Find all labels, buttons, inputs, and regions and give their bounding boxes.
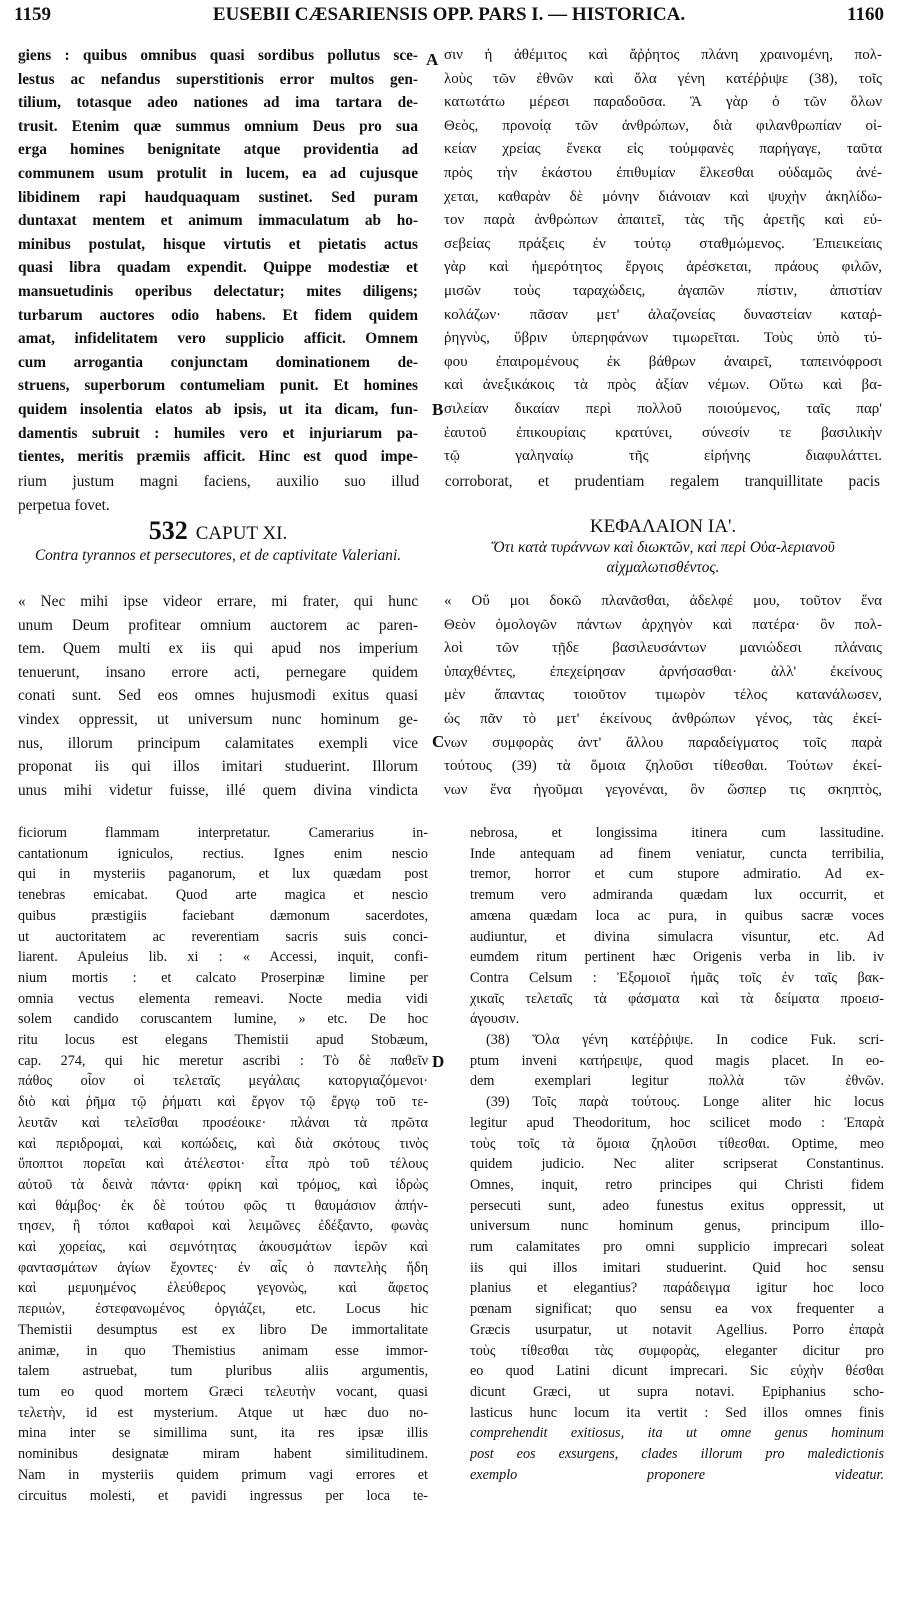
- greek-line: καὶ ἀνεξικάκοις τὰ πρὸς ἀξίαν νέμων. Οὕτω καὶ βα-: [444, 377, 882, 394]
- running-title: EUSEBII CÆSARIENSIS OPP. PARS I. — HISTORICA.: [212, 4, 686, 25]
- note-line: quibus præstigiis faciebant dæmonum sacerdotes,: [18, 907, 428, 924]
- greek-line: μισῶν τοὺς ταραχώδεις, ἀγαπῶν πίστιν, ἀπιστίαν: [444, 282, 882, 299]
- page-number-right: 1160: [847, 4, 884, 25]
- greek-line: λοὶ τῶν τῇδε βασιλευσάντων μανιώδεσι πλάναις: [444, 640, 882, 657]
- greek-line: ὑπαχθέντες, ἐπεχείρησαν ἀρνήσασθαι· ἀλλ' ἐκείνους: [444, 663, 882, 680]
- latin-line: « Nec mihi ipse videor errare, mi frater, qui hunc: [18, 593, 418, 610]
- page-number-left: 1159: [14, 4, 51, 25]
- greek-line: λοὺς τῶν ἐθνῶν καὶ ὅλα γένη κατέῤῥιψε (38), τοῖς: [444, 70, 882, 87]
- note-line: liarent. Apuleius lib. xi : « Accessi, inquit, confi-: [18, 949, 428, 966]
- note-line: (38) Ὅλα γένη κατέῤῥιψε. In codice Fuk. scri-: [486, 1032, 884, 1049]
- note-line: eumdem ritum pertinent hæc Origenis verba in lib. iv: [470, 949, 884, 966]
- full-width-line: perpetua fovet.: [18, 496, 110, 514]
- note-line: καὶ θάμβος· ἐκ δὲ τούτου φῶς τι θαυμάσιον ἀπήν-: [18, 1197, 428, 1214]
- chapter-subtitle-greek: Ὅτι κατὰ τυράννων καὶ διωκτῶν, καὶ περὶ Οὐα-λεριανοῦ αἰχμαλωτισθέντος.: [491, 539, 835, 576]
- latin-line: amat, infidelitatem vero supplicio afficit. Omnem: [18, 330, 418, 348]
- note-line: nebrosa, et longissima itinera cum lassitudine.: [470, 825, 884, 841]
- latin-line: giens : quibus omnibus quasi sordibus pollutus sce-: [18, 47, 418, 64]
- greek-line: Θεὸς, προνοίᾳ τῶν ἀνθρώπων, διὰ φιλανθρωπίαν οἰ-: [444, 117, 882, 134]
- note-line: cap. 274, qui hic meretur ascribi : Τὸ δὲ παθεῖν: [18, 1052, 428, 1069]
- note-line: eo quod Latini dicunt imprecari. Sic εὐχὴν θέσθαι: [470, 1363, 884, 1380]
- note-line: universum nunc hominum genus, principum illo-: [470, 1218, 884, 1235]
- note-line: cantationum igniculos, rectius. Ignes enim nescio: [18, 845, 428, 862]
- note-line: καὶ χορείας, καὶ σεμνότητας ἀκουσμάτων ἱερῶν καὶ: [18, 1239, 428, 1256]
- note-line: legitur apud Theodoritum, hoc scilicet modo : Ἐπαρὰ: [470, 1114, 884, 1131]
- note-line: mina inter se simillima sunt, ita res ipsæ illis: [18, 1425, 428, 1442]
- full-width-text: [18, 470, 880, 517]
- latin-line: tientes, meritis præmiis afficit. Hinc est quod impe-: [18, 448, 418, 466]
- note-line: dicunt Græci, ut supra notavi. Epiphanius scho-: [470, 1383, 884, 1400]
- note-39: [470, 1092, 884, 1485]
- note-38: [470, 1030, 884, 1092]
- greek-line: Θεὸν ὁμολογῶν πάντων ἀρχηγὸν καὶ πατέρα· ὃν πολ-: [444, 616, 882, 633]
- note-block-continuation: [470, 823, 884, 1030]
- latin-line: mansuetudinis operibus delectatur; mites diligens;: [18, 282, 418, 300]
- latin-line: unum Deum profitear omnium auctorem ac paren-: [18, 616, 418, 634]
- note-line: ut auctoritatem ac reverentiam sacris suis conci-: [18, 928, 428, 945]
- latin-line: tenuerunt, insano errore acti, pernegare quidem: [18, 663, 418, 681]
- note-line: lasticus hunc locum ita vertit : Sed illos omnes finis: [470, 1404, 884, 1421]
- greek-line: κολάζων· πᾶσαν μετ' ἀλαζονείας δυναστείαν καταῤ-: [444, 306, 882, 323]
- note-line: ὕποπτοι πορεῖαι καὶ ἀτέλεστοι· εἶτα πρὸ τοῦ τέλους: [18, 1156, 428, 1173]
- note-line: tum eo quod mortem Græci τελευτὴν vocant, quasi: [18, 1383, 428, 1400]
- latin-line: conati sunt. Sed eos omnes hujusmodi exitus quasi: [18, 687, 418, 705]
- greek-line: ῥηγνὺς, ὕβριν ὑπερηφάνων τιμωρεῖται. Τοὺς ὑπὸ τύ-: [444, 330, 882, 347]
- greek-line: κατωτάτω μέρεσι παραδοῦσα. Ἃ γὰρ ὁ τῶν ὅλων: [444, 94, 882, 111]
- greek-line: σεβείας πράξεις ἐν τούτῳ σταθμώμενος. Ἐπιεικείαις: [444, 235, 882, 252]
- latin-line: vindex oppressit, ut universum nunc hominum ge-: [18, 710, 418, 728]
- note-line: χικαῖς τελεταῖς τὰ φάσματα καὶ τὰ δείματα προεισ-: [470, 990, 884, 1007]
- note-line: exemplo proponere videatur.: [470, 1466, 884, 1483]
- note-line: tremor, horror et cum stupore admiratio. Ad ex-: [470, 866, 884, 883]
- note-line: post eos exsurgens, clades illorum pro maledictionis: [470, 1446, 884, 1463]
- latin-line: quasi libra quadam expendit. Quippe modestiæ et: [18, 259, 418, 277]
- margin-marker-d: D: [432, 1052, 445, 1071]
- latin-line: cum arrogantia conjunctam dominationem de-: [18, 353, 418, 371]
- note-line: Themistii desumptus est ex libro De immortalitate: [18, 1321, 428, 1338]
- running-header: [14, 4, 884, 32]
- note-line: audiuntur, et divina simulacra visuntur, etc. Ad: [470, 928, 884, 945]
- note-line: (39) Τοῖς παρὰ τούτους. Longe aliter hic locus: [486, 1094, 884, 1111]
- greek-text-chapter: [444, 590, 882, 802]
- note-line: φαντασμάτων ἁγίων ἔχοντες· ἐν αἷς ὁ παντελὴς ἤδη: [18, 1259, 428, 1276]
- greek-line: « Οὔ μοι δοκῶ πλανᾶσθαι, ἀδελφέ μου, τοῦτον ἕνα: [444, 593, 882, 609]
- greek-line: νων ἕνα ἡγοῦμαι γεγονέναι, ὃν ὥσπερ τις σκηπτὸς,: [444, 781, 882, 798]
- chapter-title-greek: ΚΕΦΑΛΑΙΟΝ ΙΑ'.: [589, 516, 737, 537]
- latin-text-chapter: [18, 590, 418, 802]
- greek-line: φου ἐπαιρομένους ἐκ βάθρων ἀναιρεῖ, ταπεινόφροσι: [444, 353, 882, 370]
- note-line: tenebras emicabat. Quod arte magica et nescio: [18, 887, 428, 904]
- note-line: pœnam significat; quo sensu ea vox frequenter a: [470, 1301, 884, 1318]
- note-line: τοὺς τοῖς τὰ ὅμοια ζηλοῦσι τίθεσθαι. Optime, meo: [470, 1135, 884, 1152]
- latin-line: communem usum protulit in lucem, ea ad cujusque: [18, 164, 418, 182]
- chapter-subtitle: Contra tyrannos et persecutores, et de captivitate Valeriani.: [34, 547, 402, 564]
- note-line: comprehendit exitiosus, ita ut omne genus hominum: [470, 1425, 884, 1442]
- latin-line: erga homines benignitate atque providentia ad: [18, 141, 418, 159]
- latin-line: proponat iis qui illos imitari studuerint. Illorum: [18, 758, 418, 776]
- greek-line: χεται, καθαρὰν δὲ μόνην διάνοιαν καὶ ψυχὴν ἀκηλίδω-: [444, 188, 882, 205]
- greek-line: σιν ἡ ἀθέμιτος καὶ ἄῤῥητος πλάνη χραινομένη, πολ-: [444, 47, 882, 63]
- greek-line: γὰρ καὶ ἡμερότητος ἔργοις ἀρέσκεται, πράους φιλῶν,: [444, 259, 882, 276]
- latin-line: struens, superborum contumeliam punit. Et homines: [18, 377, 418, 395]
- note-line: λευτᾶν καὶ τελεῖσθαι προσέοικε· πλάναι τὰ πρῶτα: [18, 1114, 428, 1131]
- note-line: circuitus molesti, et pavidi ingressus per loca te-: [18, 1487, 428, 1504]
- note-line: dem exemplari legitur πολλὰ τῶν ἐθνῶν.: [470, 1073, 884, 1090]
- latin-line: tem. Quem multi ex iis qui apud nos imperium: [18, 640, 418, 658]
- note-line: quidem judicio. Nec aliter scripserat Constantinus.: [470, 1156, 884, 1173]
- note-line: τελετὴν, id est mysterium. Atque ut hæc duo no-: [18, 1404, 428, 1421]
- latin-line: quidem insolentia elatos ab ipsis, ut ita dicam, fun-: [18, 400, 418, 418]
- footnotes-left-column: [18, 823, 428, 1506]
- latin-line: unus mihi videtur fuisse, illé quem divina vindicta: [18, 781, 418, 799]
- note-line: rum calamitates pro omni supplicio imprecari soleat: [470, 1239, 884, 1256]
- note-line: persecuti sunt, adeo funestus exitus oppressit, ut: [470, 1197, 884, 1214]
- chapter-title: CAPUT XI.: [195, 523, 288, 544]
- note-line: αὐτοῦ τὰ δεινὰ πάντα· φρίκη καὶ τρόμος, καὶ ἱδρὼς: [18, 1176, 428, 1193]
- note-line: amœna quædam loca ac pura, in quibus sacræ voces: [470, 907, 884, 924]
- note-line: πάθος οἷον οἱ τελεταῖς μεγάλαις κατοργιαζόμενοι·: [18, 1073, 428, 1090]
- latin-line: tilium, totasque adeo nationes ad ima tartara de-: [18, 94, 418, 112]
- greek-line: νων συμφορὰς ἀντ' ἄλλου παραδείγματος τοῖς παρὰ: [444, 734, 882, 751]
- note-line: tremum vero admiranda quædam lux occurrit, et: [470, 887, 884, 904]
- greek-line: τον παρὰ ἀνθρώπων ἀπαιτεῖ, τὰς τῆς ἀρετῆς καὶ εὐ-: [444, 212, 882, 229]
- chapter-heading-latin: [18, 516, 418, 566]
- note-line: Nam in mysteriis quidem primum vagi errores et: [18, 1466, 428, 1483]
- greek-line: σιλείαν δικαίαν περὶ πολλοῦ ποιούμενος, ταῖς παρ': [444, 400, 882, 417]
- margin-marker-c: C: [432, 732, 445, 751]
- footnotes-right-column: [470, 823, 884, 1486]
- latin-line: damentis subruit : humiles vero et injuriarum pa-: [18, 424, 418, 442]
- note-line: τοὺς τίθεσθαι τὰς συμφορὰς, eleganter dicitur pro: [470, 1342, 884, 1359]
- chapter-heading-greek: [444, 516, 882, 578]
- note-line: άγουσιν.: [470, 1011, 520, 1028]
- greek-line: ἑαυτοῦ ἐπικουρίαις κρατύνει, σύνεσίν τε βασιλικὴν: [444, 424, 882, 441]
- latin-line: duntaxat mentem et animum immaculatum ab ho-: [18, 212, 418, 230]
- note-line: omnia vectus elementa remeavi. Nocte media vidi: [18, 990, 428, 1007]
- note-line: ptum inveni κατήρειψε, quod magis placet. In eo-: [470, 1052, 884, 1069]
- latin-line: lestus ac nefandus superstitionis error multos gen-: [18, 70, 418, 88]
- note-line: talem astruebat, tum pluribus aliis argumentis,: [18, 1363, 428, 1380]
- note-line: Inde antequam ad finem veniatur, cuncta terribilia,: [470, 845, 884, 862]
- latin-line: trusit. Etenim quæ summus omnium Deus pro sua: [18, 117, 418, 135]
- margin-marker-a: A: [426, 50, 439, 69]
- note-line: Omnes, inquit, retro principes qui Christi fidem: [470, 1176, 884, 1193]
- note-line: nominibus designatæ miram habent similitudinem.: [18, 1446, 428, 1463]
- note-line: Contra Celsum : Ἐξομοιοῖ ἡμᾶς τοῖς ἐν ταῖς βακ-: [470, 969, 884, 986]
- note-line: iis qui illos imitari studuerint. Quid hoc sensu: [470, 1259, 884, 1276]
- note-line: τησεν, ἢ τόποι καθαροὶ καὶ λειμῶνες ἐδέξαντο, φωνὰς: [18, 1218, 428, 1235]
- note-line: ficiorum flammam interpretatur. Camerarius in-: [18, 825, 428, 841]
- full-width-line: rium justum magni faciens, auxilio suo illud corroborat, et prudentiam regalem tranquillitate pacis: [18, 473, 880, 490]
- note-line: ritu locus est elegans Themistii apud Stobæum,: [18, 1032, 428, 1049]
- margin-marker-b: B: [432, 400, 444, 419]
- note-line: περιιὼν, ἐστεφανωμένος ὀργιάζει, etc. Locus hic: [18, 1301, 428, 1318]
- note-line: solem candido coruscantem lumine, » etc. De hoc: [18, 1011, 428, 1028]
- note-line: qui in mysteriis paganorum, et lux quædam post: [18, 866, 428, 883]
- note-line: Græcis usurpatur, ut notavit Agellius. Porro ἐπαρὰ: [470, 1321, 884, 1338]
- greek-line: τούτους (39) τὰ ὅμοια ζηλοῦσι τίθεσθαι. Τούτων ἐκεί-: [444, 758, 882, 775]
- note-line: nium mortis : et calcato Proserpinæ limine per: [18, 969, 428, 986]
- note-line: planius et elegantius? παράδειγμα igitur hoc loco: [470, 1280, 884, 1297]
- note-line: καὶ μεμυημένος ἐλεύθερος γεγονὼς, καὶ ἄφετος: [18, 1280, 428, 1297]
- latin-line: nus, illorum principum calamitates exempli vice: [18, 734, 418, 752]
- greek-line: κείαν χρείας ἕνεκα εἰς τοὐμφανὲς παρήγαγε, ταῦτα: [444, 141, 882, 158]
- note-line: animæ, in quo Themistius animam esse immor-: [18, 1342, 428, 1359]
- latin-line: turbarum auctores odio habens. Et fidem quidem: [18, 306, 418, 324]
- greek-line: μὲν ἅπαντας τοιοῦτον τιμωρὸν τέλος κατανάλωσεν,: [444, 687, 882, 704]
- note-line: διὸ καὶ ῥῆμα τῷ ῥήματι καὶ ἔργον τῷ ἔργῳ τοῦ τε-: [18, 1094, 428, 1111]
- greek-text-top: [444, 44, 882, 469]
- note-line: καὶ περιδρομαὶ, καὶ κοπώδεις, καὶ διὰ σκότους τινὸς: [18, 1135, 428, 1152]
- greek-line: τῷ γαληναίῳ τῆς εἰρήνης διαφυλάττει.: [444, 448, 882, 465]
- latin-text-top: [18, 44, 418, 469]
- chapter-number: 532: [148, 516, 188, 545]
- greek-line: ὡς πᾶν τὸ μετ' ἐκείνους ἀνθρώπων γένος, τὰς ἐκεί-: [444, 710, 882, 727]
- greek-line: πρὸς τὴν ἑκάστου ἐπιθυμίαν ἕλκεσθαι οὐδαμῶς ἀνέ-: [444, 164, 882, 181]
- latin-line: minibus postulat, hisque virtutis et pietatis actus: [18, 235, 418, 253]
- latin-line: libidinem rapi haudquaquam sustinet. Sed puram: [18, 188, 418, 206]
